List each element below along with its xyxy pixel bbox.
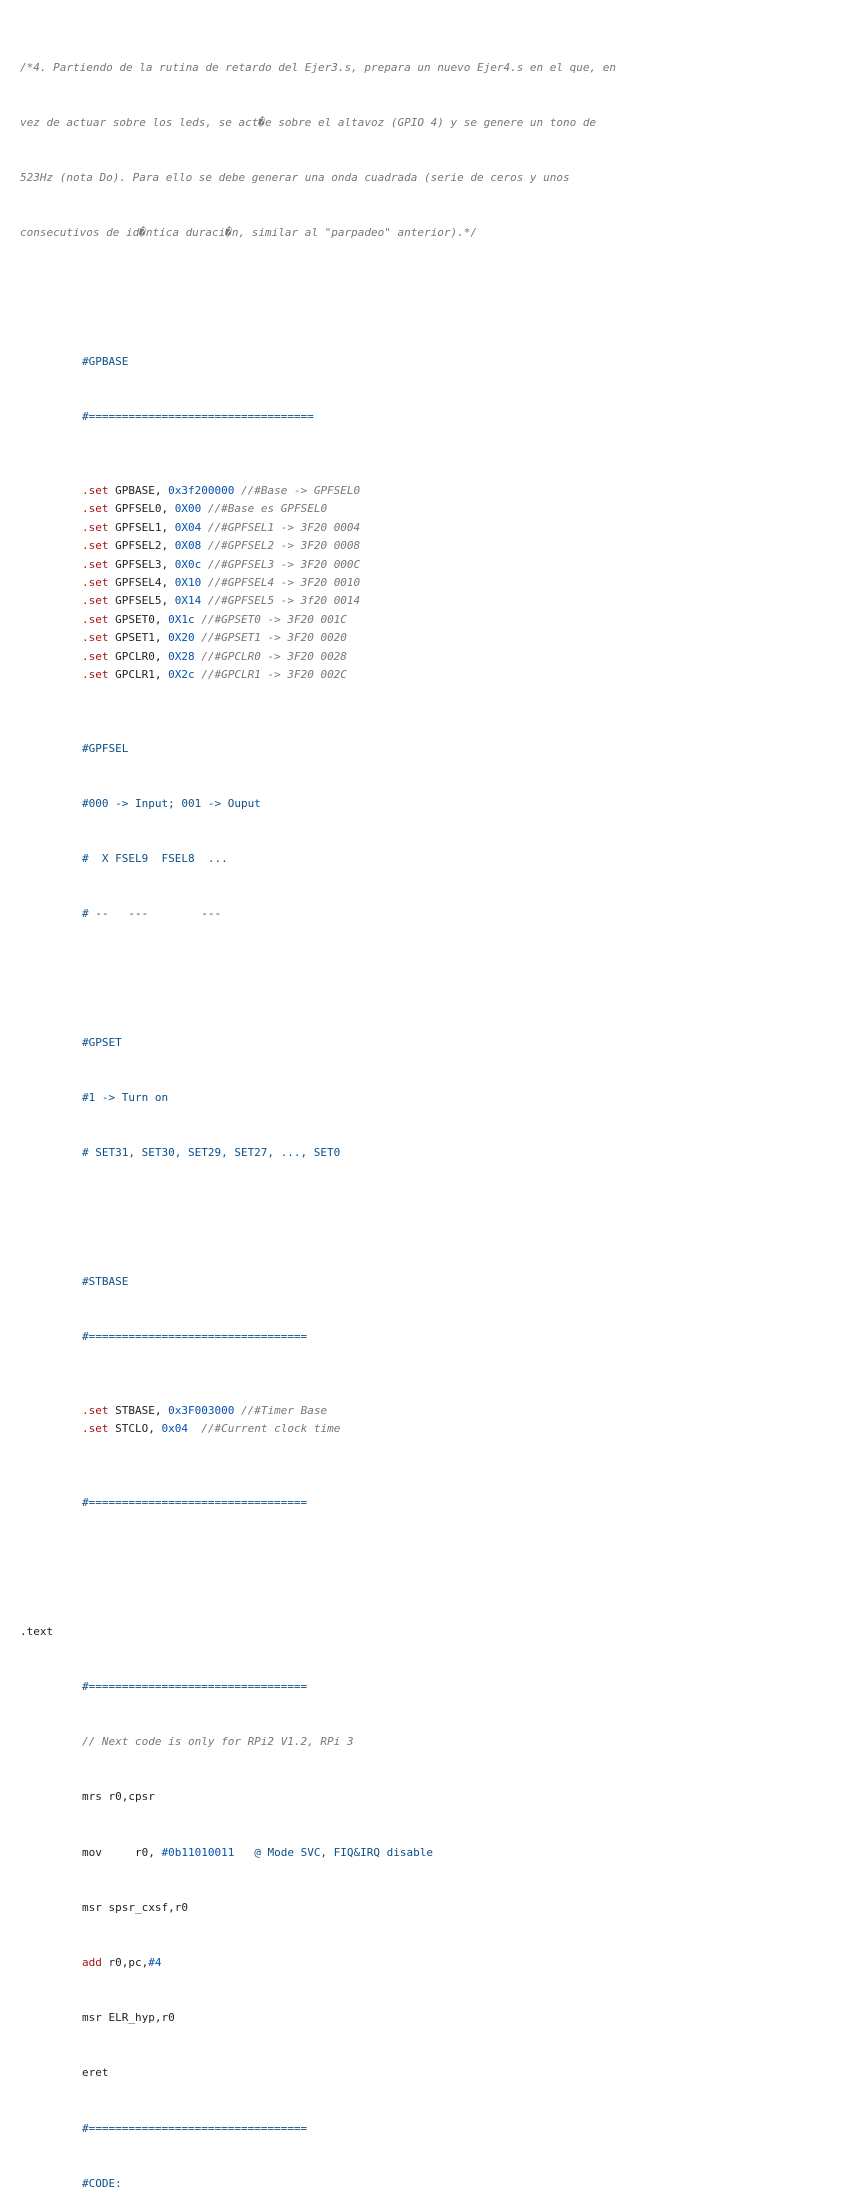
set-value: 0X00 xyxy=(174,502,202,516)
set-symbol-name: GPSET1, xyxy=(115,631,162,645)
set-comment: //#GPCLR0 -> 3F20 0028 xyxy=(201,649,347,663)
set-symbol-name: GPFSEL2, xyxy=(115,539,169,553)
blank-line xyxy=(20,1200,616,1218)
set-keyword: .set xyxy=(82,1404,109,1418)
set-comment: //#GPFSEL2 -> 3F20 0008 xyxy=(207,539,361,553)
gpfsel-comment: # X FSEL9 FSEL8 ... xyxy=(82,851,228,865)
set-keyword: .set xyxy=(82,557,109,571)
set-comment: //#Base es GPFSEL0 xyxy=(207,502,328,516)
set-directive-line xyxy=(20,574,616,592)
set-keyword: .set xyxy=(82,1422,109,1436)
set-value: 0X04 xyxy=(174,520,202,534)
set-directive-line xyxy=(20,500,616,518)
text-section-label: .text xyxy=(20,1624,54,1638)
header-comment-line: 523Hz (nota Do). Para ello se debe generar una onda cuadrada (serie de ceros y unos xyxy=(20,171,570,185)
gpset-comment: #GPSET xyxy=(82,1035,122,1049)
blank-line xyxy=(20,1549,616,1567)
set-value: 0X2c xyxy=(168,667,195,681)
set-symbol-name: GPFSEL3, xyxy=(115,557,169,571)
set-symbol-name: STCLO, xyxy=(115,1422,155,1436)
set-directive-line xyxy=(20,519,616,537)
set-comment: //#Base -> GPFSEL0 xyxy=(240,484,361,498)
set-symbol-name: GPSET0, xyxy=(115,612,162,626)
set-symbol-name: GPBASE, xyxy=(115,484,162,498)
separator-line: #================================= xyxy=(82,2121,308,2135)
gpset-comment: #1 -> Turn on xyxy=(82,1091,169,1105)
separator-line: #================================= xyxy=(82,1496,308,1510)
set-symbol-name: GPCLR0, xyxy=(115,649,162,663)
blank-line xyxy=(20,960,616,978)
set-directive-line xyxy=(20,537,616,555)
set-comment: //#GPSET1 -> 3F20 0020 xyxy=(201,631,347,645)
instruction-add-keyword: add xyxy=(82,1956,102,1970)
set-keyword: .set xyxy=(82,594,109,608)
instruction-mrs: mrs r0,cpsr xyxy=(82,1790,155,1804)
set-value: 0x04 xyxy=(161,1422,195,1436)
set-comment: //#Timer Base xyxy=(240,1404,328,1418)
set-symbol-name: GPFSEL5, xyxy=(115,594,169,608)
separator-line: #================================= xyxy=(82,1680,308,1694)
set-value: 0X20 xyxy=(168,631,195,645)
source-code-view xyxy=(20,22,616,2212)
set-directive-line xyxy=(20,611,616,629)
set-value: 0x3f200000 xyxy=(168,484,235,498)
set-symbol-name: GPFSEL4, xyxy=(115,576,169,589)
set-symbol-name: STBASE, xyxy=(115,1404,162,1418)
set-directive-line xyxy=(20,592,616,610)
add-operands: r0,pc, xyxy=(101,1956,149,1970)
set-comment: //#GPFSEL5 -> 3f20 0014 xyxy=(207,594,361,608)
set-keyword: .set xyxy=(82,539,109,553)
mov-comment: @ Mode SVC, FIQ&IRQ disable xyxy=(234,1845,434,1859)
set-directive-line xyxy=(20,1420,616,1438)
header-comment-line: consecutivos de id�ntica duraci�n, similar al "parpadeo" anterior).*/ xyxy=(20,226,477,240)
set-comment: //#GPSET0 -> 3F20 001C xyxy=(201,612,347,626)
set-comment: //#GPFSEL1 -> 3F20 0004 xyxy=(207,520,361,534)
set-keyword: .set xyxy=(82,649,109,663)
set-value: 0X28 xyxy=(168,649,195,663)
set-directive-line xyxy=(20,666,616,684)
set-keyword: .set xyxy=(82,502,109,516)
gpio-set-block xyxy=(20,482,616,684)
set-comment: //#GPFSEL3 -> 3F20 000C xyxy=(207,557,361,571)
separator-line: #================================= xyxy=(82,1330,308,1344)
set-directive-line xyxy=(20,1402,616,1420)
rpi-comment: // Next code is only for RPi2 V1.2, RPi 3 xyxy=(82,1735,354,1749)
set-keyword: .set xyxy=(82,667,109,681)
timer-set-block xyxy=(20,1402,616,1439)
set-keyword: .set xyxy=(82,631,109,645)
set-directive-line xyxy=(20,629,616,647)
add-immediate: #4 xyxy=(148,1956,162,1970)
instruction-mov: mov r0, xyxy=(82,1845,162,1859)
set-symbol-name: GPFSEL0, xyxy=(115,502,169,516)
set-symbol-name: GPFSEL1, xyxy=(115,520,169,534)
gpfsel-comment: # -- --- --- xyxy=(82,907,222,921)
header-comment-line: vez de actuar sobre los leds, se act�e sobre el altavoz (GPIO 4) y se genere un tono de xyxy=(20,116,597,130)
set-keyword: .set xyxy=(82,520,109,534)
gpfsel-comment: #000 -> Input; 001 -> Ouput xyxy=(82,796,261,810)
set-value: 0x3F003000 xyxy=(168,1404,235,1418)
set-keyword: .set xyxy=(82,484,109,498)
separator-line: #================================== xyxy=(82,410,314,424)
instruction-msr-elr: msr ELR_hyp,r0 xyxy=(82,2011,175,2025)
set-comment: //#GPFSEL4 -> 3F20 0010 xyxy=(207,576,361,589)
gpbase-label: #GPBASE xyxy=(82,355,129,369)
set-keyword: .set xyxy=(82,612,109,626)
code-label: #CODE: xyxy=(82,2176,122,2190)
set-value: 0X0c xyxy=(174,557,202,571)
set-comment: //#Current clock time xyxy=(201,1422,341,1436)
set-directive-line xyxy=(20,482,616,500)
gpset-comment: # SET31, SET30, SET29, SET27, ..., SET0 xyxy=(82,1146,341,1160)
set-value: 0X08 xyxy=(174,539,202,553)
set-directive-line xyxy=(20,648,616,666)
header-comment-line: /*4. Partiendo de la rutina de retardo del Ejer3.s, prepara un nuevo Ejer4.s en el que, en xyxy=(20,60,617,74)
blank-line xyxy=(20,280,616,298)
mov-immediate: #0b11010011 xyxy=(161,1845,235,1859)
set-directive-line xyxy=(20,556,616,574)
instruction-eret: eret xyxy=(82,2066,109,2080)
set-value: 0X1c xyxy=(168,612,195,626)
instruction-msr-spsr: msr spsr_cxsf,r0 xyxy=(82,1900,188,1914)
set-comment: //#GPCLR1 -> 3F20 002C xyxy=(201,667,347,681)
stbase-label: #STBASE xyxy=(82,1275,129,1289)
set-symbol-name: GPCLR1, xyxy=(115,667,162,681)
set-keyword: .set xyxy=(82,576,109,589)
set-value: 0X14 xyxy=(174,594,202,608)
set-value: 0X10 xyxy=(174,576,202,589)
gpfsel-comment: #GPFSEL xyxy=(82,741,129,755)
